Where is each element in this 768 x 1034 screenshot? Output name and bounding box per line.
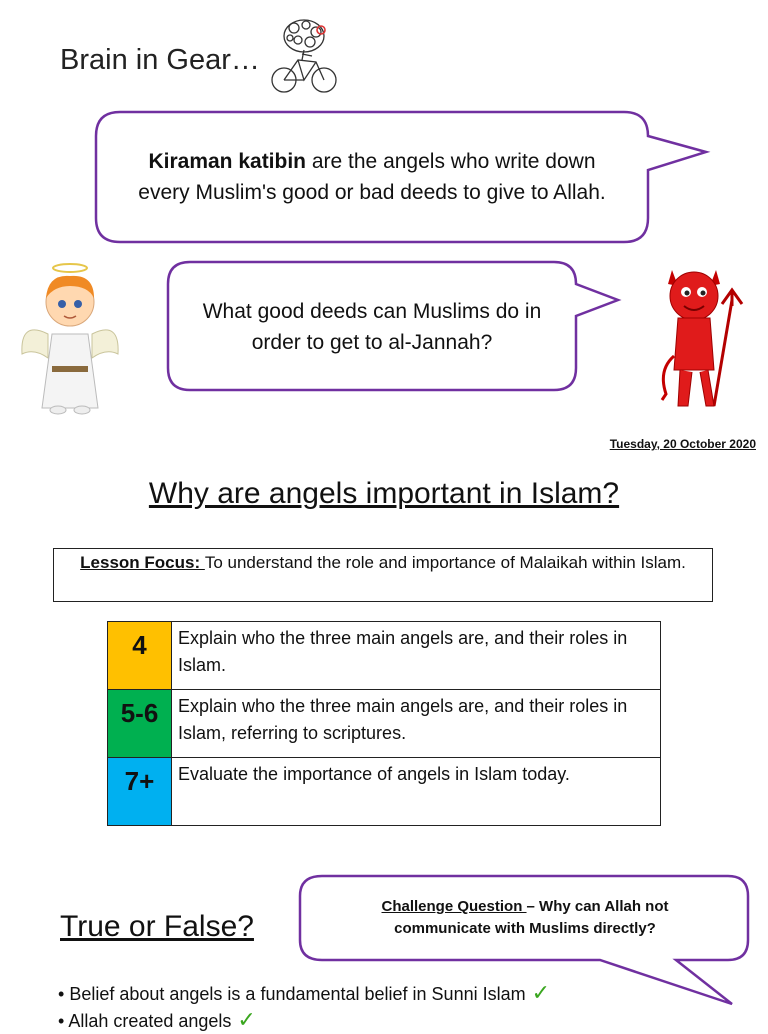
check-icon: ✓ (531, 980, 551, 1005)
lesson-focus-label: Lesson Focus: (80, 553, 205, 572)
level-badge: 4 (108, 622, 172, 690)
level-description: Evaluate the importance of angels in Islam today. (172, 758, 661, 826)
bubble-top-bold: Kiraman katibin (148, 150, 307, 173)
lesson-date: Tuesday, 20 October 2020 (609, 437, 756, 451)
check-icon: ✓ (237, 1007, 256, 1032)
lesson-focus-text: To understand the role and importance of Malaikah within Islam. (204, 553, 686, 572)
statement-text: Allah created angels (68, 1011, 232, 1031)
bubble-mid-line2: order to get to al-Jannah? (251, 331, 493, 354)
true-false-heading: True or False? (60, 910, 254, 943)
level-badge: 7+ (108, 758, 172, 826)
lesson-heading: Why are angels important in Islam? (148, 477, 620, 510)
bubble-top-rest: are the angels who write down (306, 150, 596, 173)
challenge-line2: communicate with Muslims directly? (394, 920, 656, 937)
level-badge: 5-6 (108, 690, 172, 758)
list-item: • Belief about angels is a fundamental belief in Sunni Islam ✓ (58, 980, 551, 1005)
bubble-top-line2: every Muslim's good or bad deeds to give to Allah. (138, 181, 606, 204)
statement-text: Belief about angels is a fundamental belief in Sunni Islam (69, 984, 526, 1004)
level-description: Explain who the three main angels are, and their roles in Islam, referring to scriptures. (172, 690, 661, 758)
challenge-dash: – Why can Allah not (526, 898, 669, 915)
true-false-list (58, 980, 550, 1034)
challenge-question (306, 896, 744, 940)
page-title: Brain in Gear… (60, 44, 260, 76)
level-description: Explain who the three main angels are, and their roles in Islam. (172, 622, 661, 690)
bubble-mid-line1: What good deeds can Muslims do in (202, 300, 542, 323)
challenge-label: Challenge Question (381, 898, 527, 915)
list-item: • Allah created angels ✓ (58, 1007, 256, 1032)
